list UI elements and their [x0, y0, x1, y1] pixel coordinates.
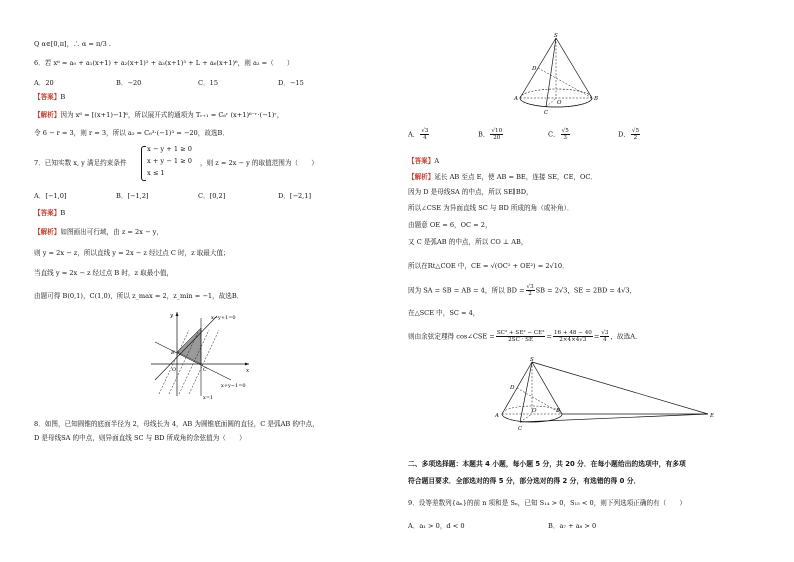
q6-option-a: A．20 [34, 79, 54, 87]
fraction-numerator: 16 + 48 − 40 [553, 330, 592, 336]
cone-figure-top [508, 32, 608, 116]
q7-answer [34, 209, 65, 218]
fraction-numerator: √3 [526, 284, 534, 290]
option-denominator: 2 [633, 135, 638, 141]
equals-sign: = [593, 332, 600, 341]
q8-explanation-3: 所以∠CSE 为异面直线 SC 与 BD 所成的角（或补角）． [408, 204, 574, 212]
q9-option-b: B．a₇ + a₈ > 0 [548, 522, 597, 530]
q9-option-a: A．a₁ > 0，d < 0 [408, 522, 465, 530]
answer-tag: 【答案】 [34, 209, 61, 217]
point-a-label: A [495, 413, 499, 419]
point-o-label: O [532, 408, 537, 414]
question-7-stem: 7．已知实数 x, y 满足约束条件 [34, 159, 127, 167]
q8-explanation-5: 又 C 是弧AB 的中点，所以 CO ⊥ AB， [408, 238, 528, 246]
option-letter: B． [478, 130, 490, 139]
q8-explanation-8: 在△SCE 中，SC = 4， [408, 309, 480, 317]
q7-explanation-3: 当直线 y = 2x − z 经过点 B 时，z 取最小值， [34, 269, 174, 277]
q6-option-c: C．15 [198, 79, 219, 87]
fraction-denominator: 2×4×4√3 [559, 337, 587, 343]
q8-explanation-2: 因为 D 是母线SA 的中点，所以 SE∥BD， [408, 188, 533, 196]
expl-7-start: 因为 SA = SB = AB = 4，所以 BD = [408, 286, 525, 295]
option-letter: C． [548, 130, 560, 139]
q8-expl-text-1: 延长 AB 至点 E，使 AB = BE，连接 SE，CE，OC． [434, 173, 598, 181]
option-letter: D． [618, 130, 630, 139]
point-b-label: B [171, 350, 175, 356]
q7-stem-tail: ，则 z = 2x − y 的取值范围为（ ） [200, 159, 318, 167]
explanation-tag: 【解析】 [408, 173, 435, 181]
fraction-denominator: 2SC · SE [508, 337, 534, 343]
option-denominator: 20 [493, 135, 501, 141]
line-label-1: x−y+1=0 [211, 315, 236, 321]
question-9-stem: 9．设等差数列{aₙ}的前 n 项和是 Sₙ，已知 S₁₄ > 0，S₁₅ < 0，则下列选项正确的有（ ） [408, 499, 687, 507]
option-denominator: 4 [423, 135, 427, 141]
q8-option-d [618, 128, 641, 141]
expl-9-start: 则由余弦定理得 cos∠CSE = [408, 332, 495, 341]
q6-explanation-1 [34, 111, 283, 120]
q6-answer-value: B [60, 93, 66, 101]
q7-option-a: A．[−1,0] [34, 192, 67, 200]
q8-option-c [548, 128, 571, 141]
point-b-label: B [556, 408, 561, 414]
expl-9-end: ，故选A． [610, 332, 642, 341]
feasible-region-figure [145, 308, 255, 400]
point-o-label: O [557, 100, 562, 106]
option-numerator: √10 [491, 128, 503, 134]
section-2-heading-line-2: 符合题目要求．全部选对的得 5 分，部分选对的得 2 分，有选错的得 0 分． [408, 477, 641, 485]
q8-answer-value: A [434, 157, 440, 165]
q7-answer-value: B [60, 209, 66, 217]
q8-explanation-6: 所以在Rt△COE 中，CE = √(OC² + OE²) = 2√10． [408, 262, 569, 270]
q6-explanation-2: 令 6 − r = 3，则 r = 3，所以 a₃ = C₆³·(−1)³ = −20，故选B． [34, 129, 229, 137]
option-numerator: √5 [561, 128, 569, 134]
q7-condition-3: x ≤ 1 [147, 169, 165, 177]
fraction-numerator: SC² + SE² − CE² [496, 330, 545, 336]
q8-explanation-1 [408, 173, 597, 182]
explanation-tag: 【解析】 [34, 228, 61, 236]
line-label-3: x=1 [203, 395, 214, 400]
answer-tag: 【答案】 [408, 157, 435, 165]
q7-explanation-4: 由题可得 B(0,1)，C(1,0)，所以 z_max = 2，z_min = −1，故选B． [34, 292, 244, 300]
y-axis-label: y [170, 313, 174, 319]
option-denominator: 3 [563, 135, 567, 141]
q7-option-d: D．[−2,1] [278, 192, 312, 200]
q8-option-a [408, 128, 430, 141]
answer-tag: 【答案】 [34, 93, 61, 101]
q6-expl-text-1: 因为 x⁶ = [(x+1)−1]⁶，所以展开式的通项为 Tᵣ₊₁ = C₆ʳ (x+1)⁶⁻ʳ·(−1)ʳ， [60, 111, 284, 119]
option-letter: A． [408, 130, 420, 139]
q8-answer [408, 157, 439, 166]
q7-condition-2: x + y − 1 ≥ 0 [147, 157, 192, 165]
fraction-numerator: √3 [601, 330, 609, 336]
question-6-stem: 6．若 x⁶ = a₀ + a₁(x+1) + a₂(x+1)² + a₃(x+1)³ + L + a₆(x+1)⁶，则 a₃ =（ ） [34, 59, 294, 67]
q7-explanation-2: 则 y = 2x − z，所以直线 y = 2x − z 经过点 C 时，z 取最大值； [34, 249, 230, 257]
point-c-label: C [544, 110, 549, 116]
q8-explanation-4: 由题意 OE = 6，OC = 2， [408, 221, 492, 229]
point-b-label: B [594, 96, 599, 102]
q6-option-d: D．−15 [278, 79, 304, 87]
explanation-tag: 【解析】 [34, 111, 61, 119]
point-d-label: D [532, 66, 537, 72]
equals-sign: = [546, 332, 552, 341]
prev-answer-line: Q α∈[0,π]，∴ α = π/3 . [34, 40, 111, 48]
q7-brace [141, 146, 146, 181]
q8-explanation-9 [408, 330, 642, 343]
q8-option-b [478, 128, 504, 141]
section-2-heading-line-1: 二、多项选择题：本题共 4 小题，每小题 5 分，共 20 分．在每小题给出的选项中，有多项 [408, 460, 686, 468]
fraction-denominator: 2 [528, 291, 532, 297]
option-numerator: √3 [421, 128, 429, 134]
point-c-label: C [203, 367, 207, 373]
point-e-label: E [710, 413, 715, 419]
line-label-2: x+y−1=0 [221, 383, 246, 389]
vertex-s-label: S [554, 33, 558, 39]
question-8-line-1: 8．如图，已知圆锥的底面半径为 2，母线长为 4，AB 为圆锥底面圆的直径，C 是弧AB 的中点， [34, 420, 319, 428]
vertex-s-label: S [530, 357, 534, 363]
q7-condition-1: x − y + 1 ≥ 0 [147, 145, 192, 153]
question-8-line-2: D 是母线SA 的中点，则异面直线 SC 与 BD 所成角的余弦值为（ ） [34, 434, 246, 442]
q7-expl-text-1: 如图画出可行域，由 z = 2x − y， [60, 228, 163, 236]
q6-option-b: B．−20 [116, 79, 142, 87]
q6-answer [34, 93, 65, 102]
point-c-label: C [518, 426, 523, 432]
fraction-denominator: 4 [603, 337, 607, 343]
x-axis-label: x [246, 368, 250, 374]
q7-explanation-1 [34, 228, 163, 237]
expl-7-end: SB = 2√3，SE = 2BD = 4√3， [535, 286, 637, 295]
point-a-label: A [514, 96, 518, 102]
q7-option-b: B．[−1,2] [116, 192, 149, 200]
q7-option-c: C．[0,2] [198, 192, 226, 200]
point-d-label: D [510, 385, 515, 391]
cone-figure-extended [488, 356, 724, 440]
origin-label: O [172, 367, 177, 373]
option-numerator: √5 [631, 128, 640, 134]
q8-explanation-7 [408, 284, 636, 297]
